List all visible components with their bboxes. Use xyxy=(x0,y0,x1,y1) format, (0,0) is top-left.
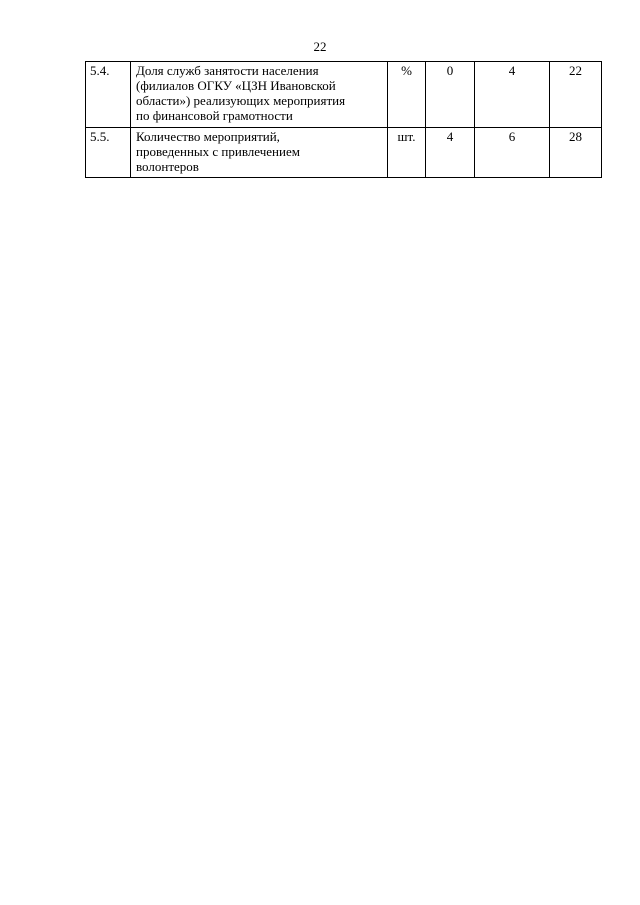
row-number: 5.5. xyxy=(86,128,131,178)
indicator-name-line: области») реализующих мероприятия xyxy=(136,93,346,108)
value-cell: 28 xyxy=(550,128,602,178)
table-row xyxy=(86,128,602,178)
indicator-name xyxy=(131,62,388,128)
indicator-name-line: проведенных с привлечением xyxy=(136,144,300,159)
value-cell: 4 xyxy=(475,62,550,128)
indicator-name xyxy=(131,128,388,178)
unit-cell: % xyxy=(388,62,426,128)
value-cell: 0 xyxy=(426,62,475,128)
value-cell: 6 xyxy=(475,128,550,178)
unit-cell: шт. xyxy=(388,128,426,178)
indicator-name-line: (филиалов ОГКУ «ЦЗН Ивановской xyxy=(136,78,336,93)
indicator-name-line: волонтеров xyxy=(136,159,199,174)
value-cell: 4 xyxy=(426,128,475,178)
table-row xyxy=(86,62,602,128)
indicator-name-line: Доля служб занятости населения xyxy=(136,63,319,78)
indicator-name-line: по финансовой грамотности xyxy=(136,108,293,123)
page-number: 22 xyxy=(313,39,327,54)
indicators-table xyxy=(85,61,602,178)
value-cell: 22 xyxy=(550,62,602,128)
indicator-name-line: Количество мероприятий, xyxy=(136,129,280,144)
row-number: 5.4. xyxy=(86,62,131,128)
